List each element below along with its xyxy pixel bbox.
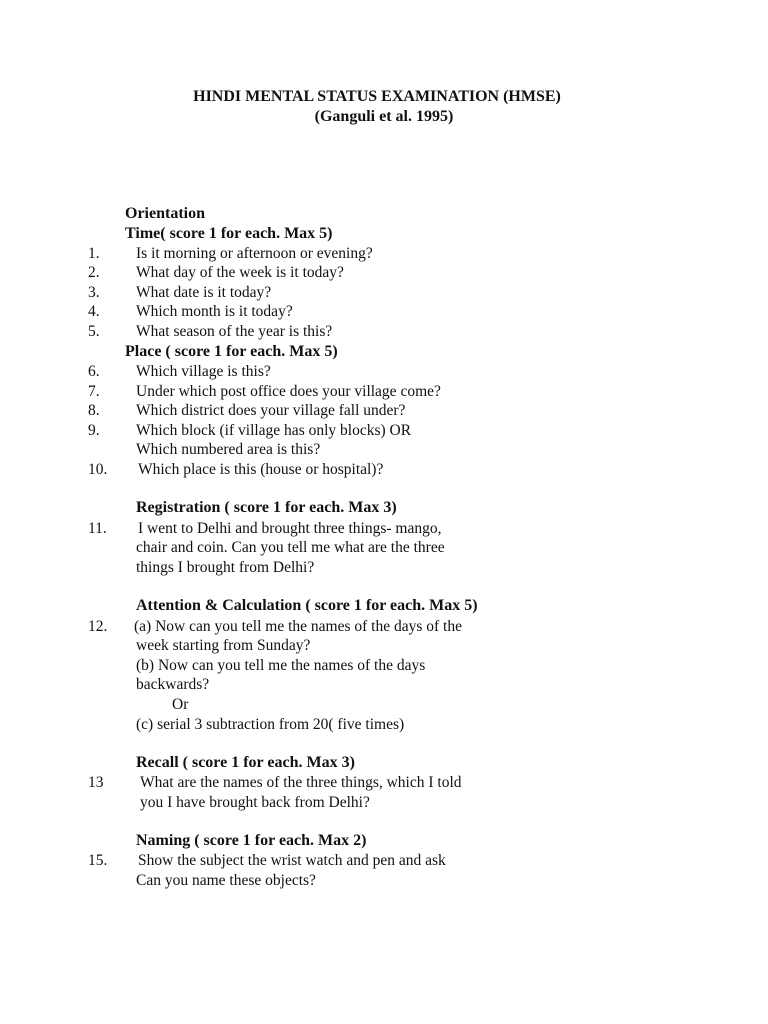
item-number: 7.	[88, 383, 100, 400]
document-citation: (Ganguli et al. 1995)	[314, 108, 454, 125]
item-number: 2.	[88, 264, 100, 281]
attention-heading: Attention & Calculation ( score 1 for each. Max 5)	[136, 597, 478, 614]
item-number: 5.	[88, 323, 100, 340]
item-text-continued: things I brought from Delhi?	[136, 559, 315, 576]
item-text-continued: chair and coin. Can you tell me what are the three	[136, 539, 445, 556]
recall-heading: Recall ( score 1 for each. Max 3)	[136, 754, 355, 771]
item-text: Which place is this (house or hospital)?	[138, 461, 384, 478]
item-text-continued: (c) serial 3 subtraction from 20( five times)	[136, 716, 405, 733]
item-text: What are the names of the three things, which I told	[140, 774, 462, 791]
item-text: I went to Delhi and brought three things- mango,	[138, 520, 442, 537]
item-text-continued: you I have brought back from Delhi?	[140, 794, 370, 811]
registration-heading: Registration ( score 1 for each. Max 3)	[136, 499, 397, 516]
item-text: Is it morning or afternoon or evening?	[136, 245, 373, 262]
item-text: Which month is it today?	[136, 303, 293, 320]
item-text-continued: Or	[172, 696, 189, 713]
item-number: 4.	[88, 303, 100, 320]
orientation-heading: Orientation	[125, 205, 205, 222]
item-text-continued: (b) Now can you tell me the names of the days	[136, 657, 426, 674]
item-text: Which district does your village fall under?	[136, 402, 406, 419]
item-text: Show the subject the wrist watch and pen and ask	[138, 852, 446, 869]
item-text-continued: Which numbered area is this?	[136, 441, 321, 458]
item-text-continued: week starting from Sunday?	[136, 637, 311, 654]
place-heading: Place ( score 1 for each. Max 5)	[125, 343, 338, 360]
item-text: What date is it today?	[136, 284, 272, 301]
item-number: 9.	[88, 422, 100, 439]
item-number: 6.	[88, 363, 100, 380]
item-number: 15.	[88, 852, 108, 869]
item-text-continued: Can you name these objects?	[136, 872, 316, 889]
item-text: Under which post office does your village come?	[136, 383, 441, 400]
naming-heading: Naming ( score 1 for each. Max 2)	[136, 832, 367, 849]
item-number: 8.	[88, 402, 100, 419]
item-text: What day of the week is it today?	[136, 264, 344, 281]
item-number: 12.	[88, 618, 108, 635]
item-text-continued: backwards?	[136, 676, 210, 693]
item-text: What season of the year is this?	[136, 323, 333, 340]
document-title: HINDI MENTAL STATUS EXAMINATION (HMSE)	[193, 88, 561, 105]
item-text: (a) Now can you tell me the names of the days of the	[134, 618, 462, 635]
time-heading: Time( score 1 for each. Max 5)	[125, 225, 333, 242]
item-number: 10.	[88, 461, 108, 478]
item-number: 1.	[88, 245, 100, 262]
item-text: Which village is this?	[136, 363, 271, 380]
item-number: 3.	[88, 284, 100, 301]
item-number: 11.	[88, 520, 107, 537]
item-text: Which block (if village has only blocks) OR	[136, 422, 412, 439]
item-number: 13	[88, 774, 104, 791]
